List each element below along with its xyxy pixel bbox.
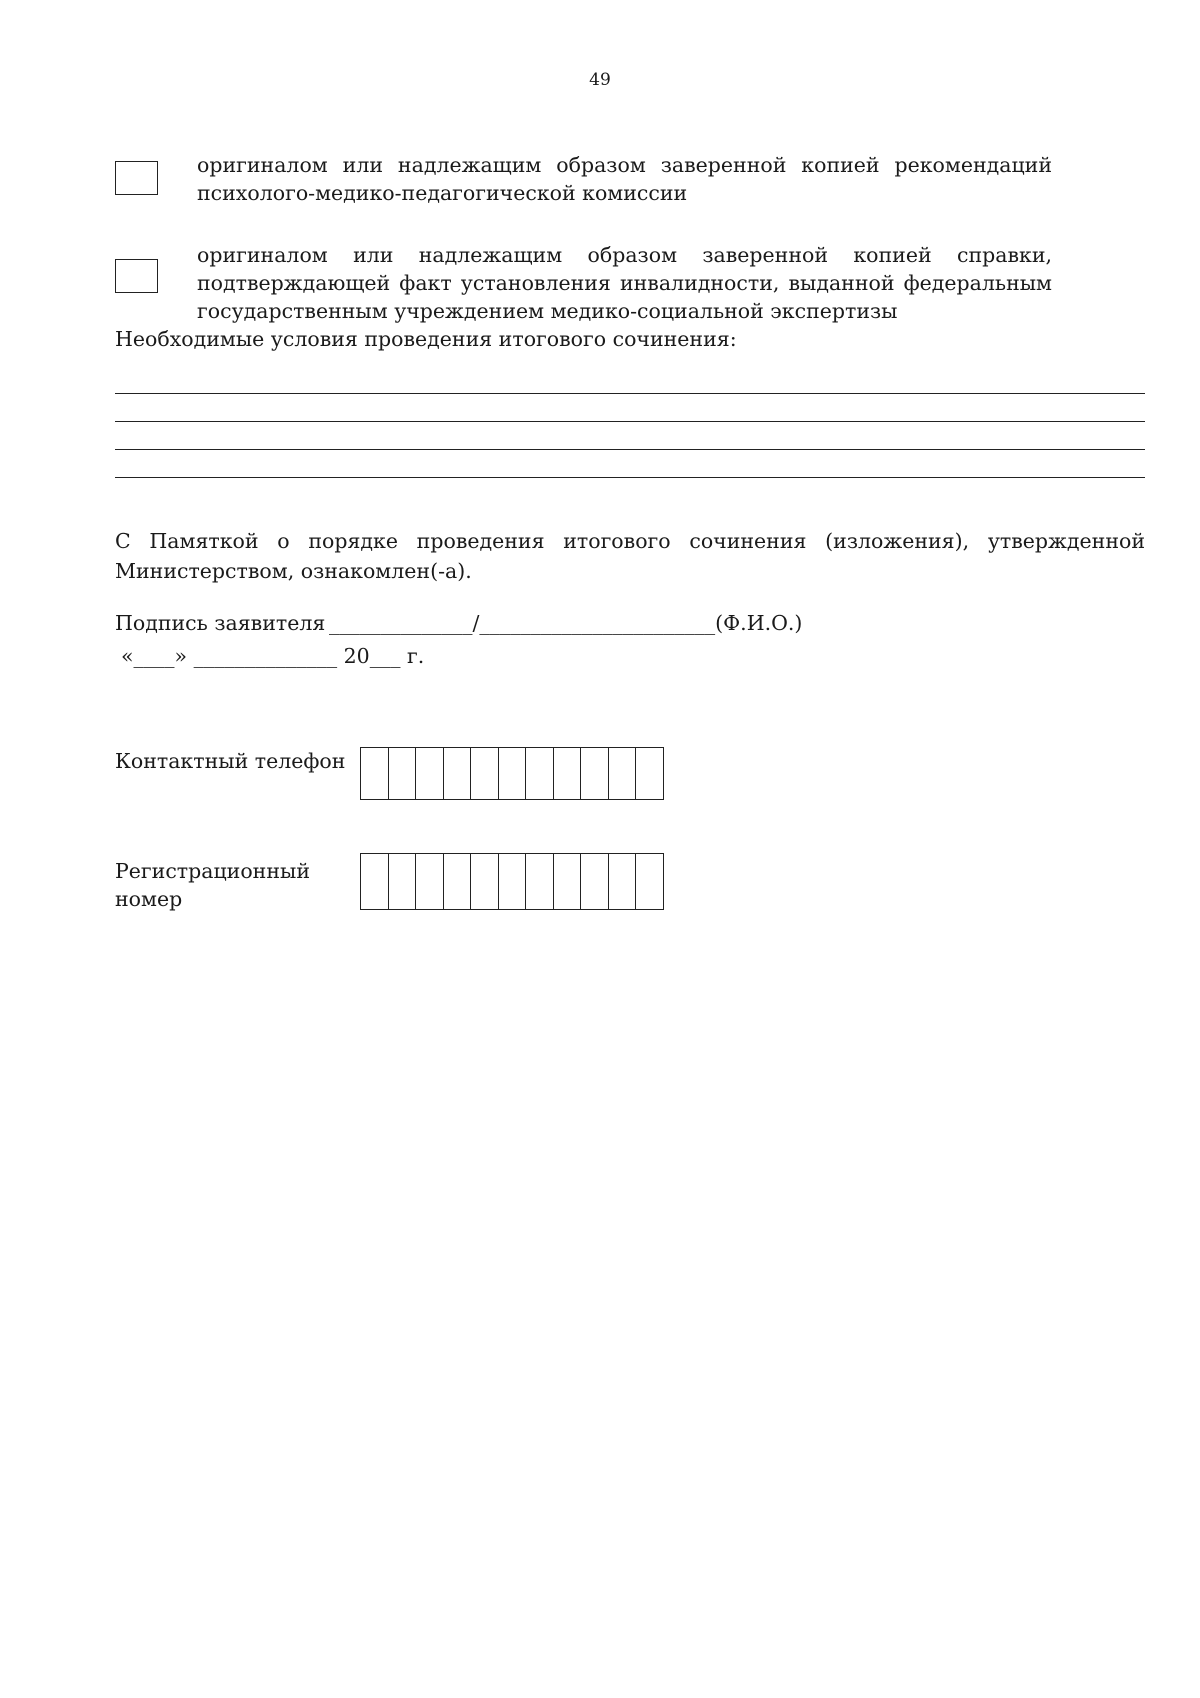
registration-label: [115, 857, 310, 913]
digit-cell[interactable]: [388, 853, 417, 910]
digit-cell[interactable]: [470, 853, 499, 910]
signature-row: [115, 609, 802, 637]
signature-blank[interactable]: ______________: [329, 611, 473, 635]
conditions-blank-line[interactable]: [115, 477, 1145, 478]
digit-cell[interactable]: [470, 747, 499, 800]
fio-label: (Ф.И.О.): [715, 611, 803, 635]
checkbox[interactable]: [115, 259, 158, 293]
date-row[interactable]: «____» ______________ 20___ г.: [121, 644, 425, 668]
digit-cell[interactable]: [415, 747, 444, 800]
digit-cell[interactable]: [608, 747, 637, 800]
checkbox-option-label: [197, 151, 1052, 207]
registration-label-line: номер: [115, 887, 183, 911]
digit-cell[interactable]: [443, 747, 472, 800]
digit-cell[interactable]: [360, 747, 389, 800]
digit-cell[interactable]: [580, 747, 609, 800]
checkbox-option-line: психолого-медико-педагогической комиссии: [197, 181, 688, 205]
digit-cell[interactable]: [498, 747, 527, 800]
digit-cell[interactable]: [635, 853, 664, 910]
checkbox-option-pmpk[interactable]: [115, 151, 1052, 211]
conditions-label: Необходимые условия проведения итогового сочинения:: [115, 327, 737, 351]
digit-cell[interactable]: [525, 853, 554, 910]
acknowledgement-line: Министерством, ознакомлен(-а).: [115, 559, 472, 583]
digit-cell[interactable]: [415, 853, 444, 910]
checkbox[interactable]: [115, 161, 158, 195]
signature-separator: /: [472, 611, 480, 635]
checkbox-option-line: подтверждающей факт установления инвалидности, выданной федеральным: [197, 271, 1052, 295]
digit-cell[interactable]: [360, 853, 389, 910]
fio-blank[interactable]: _______________________: [479, 611, 716, 635]
conditions-blank-line[interactable]: [115, 421, 1145, 422]
phone-label: Контактный телефон: [115, 749, 346, 773]
signature-label: Подпись заявителя: [115, 611, 326, 635]
conditions-blank-line[interactable]: [115, 449, 1145, 450]
page-number: 49: [589, 70, 611, 90]
registration-cells[interactable]: [360, 853, 663, 910]
conditions-blank-line[interactable]: [115, 393, 1145, 394]
digit-cell[interactable]: [553, 853, 582, 910]
acknowledgement-line: С Памяткой о порядке проведения итогового сочинения (изложения), утвержденной: [115, 529, 1145, 553]
digit-cell[interactable]: [608, 853, 637, 910]
checkbox-option-label: [197, 241, 1052, 325]
checkbox-option-disability[interactable]: [115, 241, 1052, 331]
digit-cell[interactable]: [498, 853, 527, 910]
digit-cell[interactable]: [525, 747, 554, 800]
acknowledgement-text: [115, 526, 1145, 586]
digit-cell[interactable]: [635, 747, 664, 800]
registration-label-line: Регистрационный: [115, 859, 310, 883]
digit-cell[interactable]: [580, 853, 609, 910]
digit-cell[interactable]: [443, 853, 472, 910]
checkbox-option-line: государственным учреждением медико-социальной экспертизы: [197, 299, 898, 323]
checkbox-option-line: оригиналом или надлежащим образом заверенной копией рекомендаций: [197, 153, 1052, 177]
digit-cell[interactable]: [388, 747, 417, 800]
phone-cells[interactable]: [360, 747, 663, 800]
digit-cell[interactable]: [553, 747, 582, 800]
checkbox-option-line: оригиналом или надлежащим образом заверенной копией справки,: [197, 243, 1052, 267]
